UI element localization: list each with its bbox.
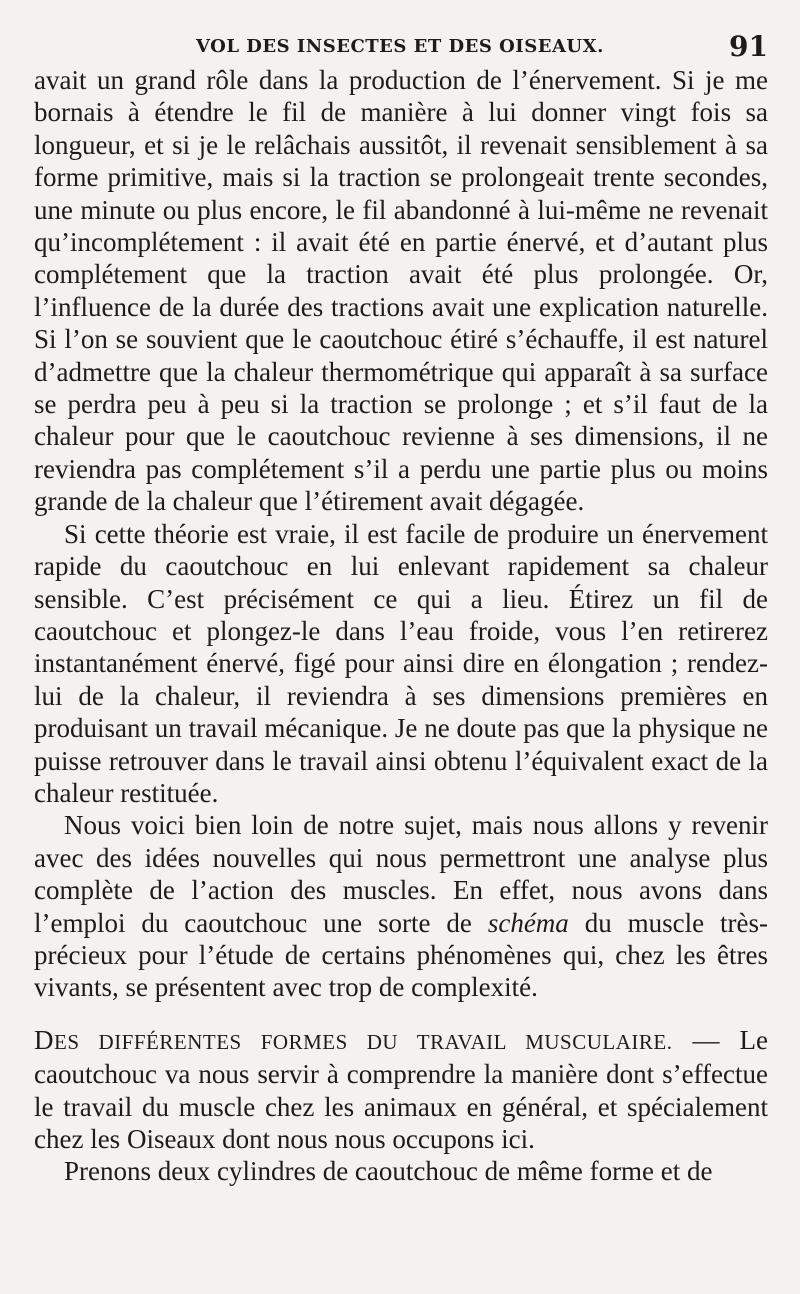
running-title: VOL DES INSECTES ET DES OISEAUX. (196, 36, 604, 57)
section-heading (34, 1025, 672, 1055)
paragraph-3-text-a: Nous voici bien loin de notre sujet, mais nous allons y revenir avec des idées nouvelles qui nous permettront une analyse plus complète de l’action des muscles. En effet, nous avons dans l’emploi du caoutchouc une sorte de (34, 810, 768, 938)
body-text (34, 64, 768, 1188)
paragraph-3-text-b: du muscle très-précieux pour l’étude de certains phénomènes qui, chez les êtres vivants, se présentent avec trop de complexité. (34, 907, 768, 1003)
paragraph-3 (34, 809, 768, 1003)
paragraph-1: avait un grand rôle dans la production de l’énervement. Si je me bornais à étendre le fil de manière à lui donner vingt fois sa longueur, et si je le relâchais aussitôt, il revenait sensiblement à sa forme primitive, mais si la traction se prolongeait trente secondes, une minute ou plus encore, le fil abandonné à lui-même ne revenait qu’incomplétement : il avait été en partie énervé, et d’autant plus complétement que la traction avait été plus prolongée. Or, l’influence de la durée des tractions avait une explication naturelle. Si l’on se souvient que le caoutchouc étiré s’échauffe, il est naturel d’admettre que la chaleur thermométrique qui apparaît à sa surface se perdra peu à peu si la traction se prolonge ; et s’il faut de la chaleur pour que le caoutchouc revienne à ses dimensions, il ne reviendra pas complétement s’il a perdu une partie plus ou moins grande de la chaleur que l’étirement avait dégagée. (34, 65, 768, 517)
section-text: — Le caoutchouc va nous servir à comprendre la manière dont s’effectue le travail du muscle chez les animaux en général, et spécialement chez les Oiseaux dont nous nous occupons ici. (34, 1024, 768, 1154)
section-paragraph (34, 1024, 768, 1156)
section-heading-initial: D (34, 1024, 54, 1055)
paragraph-2: Si cette théorie est vraie, il est facile de produire un énervement rapide du caoutchouc en lui enlevant rapidement sa chaleur sensible. C’est précisément ce qui a lieu. Étirez un fil de caoutchouc et plongez-le dans l’eau froide, vous l’en retirerez instantanément énervé, figé pour ainsi dire en élongation ; rendez-lui de la chaleur, il reviendra à ses dimensions premières en produisant un travail mécanique. Je ne doute pas que la physique ne puisse retrouver dans le travail ainsi obtenu l’équivalent exact de la chaleur restituée. (34, 518, 768, 808)
paragraph-5: Prenons deux cylindres de caoutchouc de même forme et de (64, 1156, 713, 1187)
section-heading-rest: ES DIFFÉRENTES FORMES DU TRAVAIL MUSCULAIRE. (54, 1029, 673, 1054)
emphasis-schema: schéma (487, 907, 569, 938)
book-page (34, 30, 768, 1188)
running-header (34, 30, 768, 64)
page-number: 91 (729, 30, 768, 63)
